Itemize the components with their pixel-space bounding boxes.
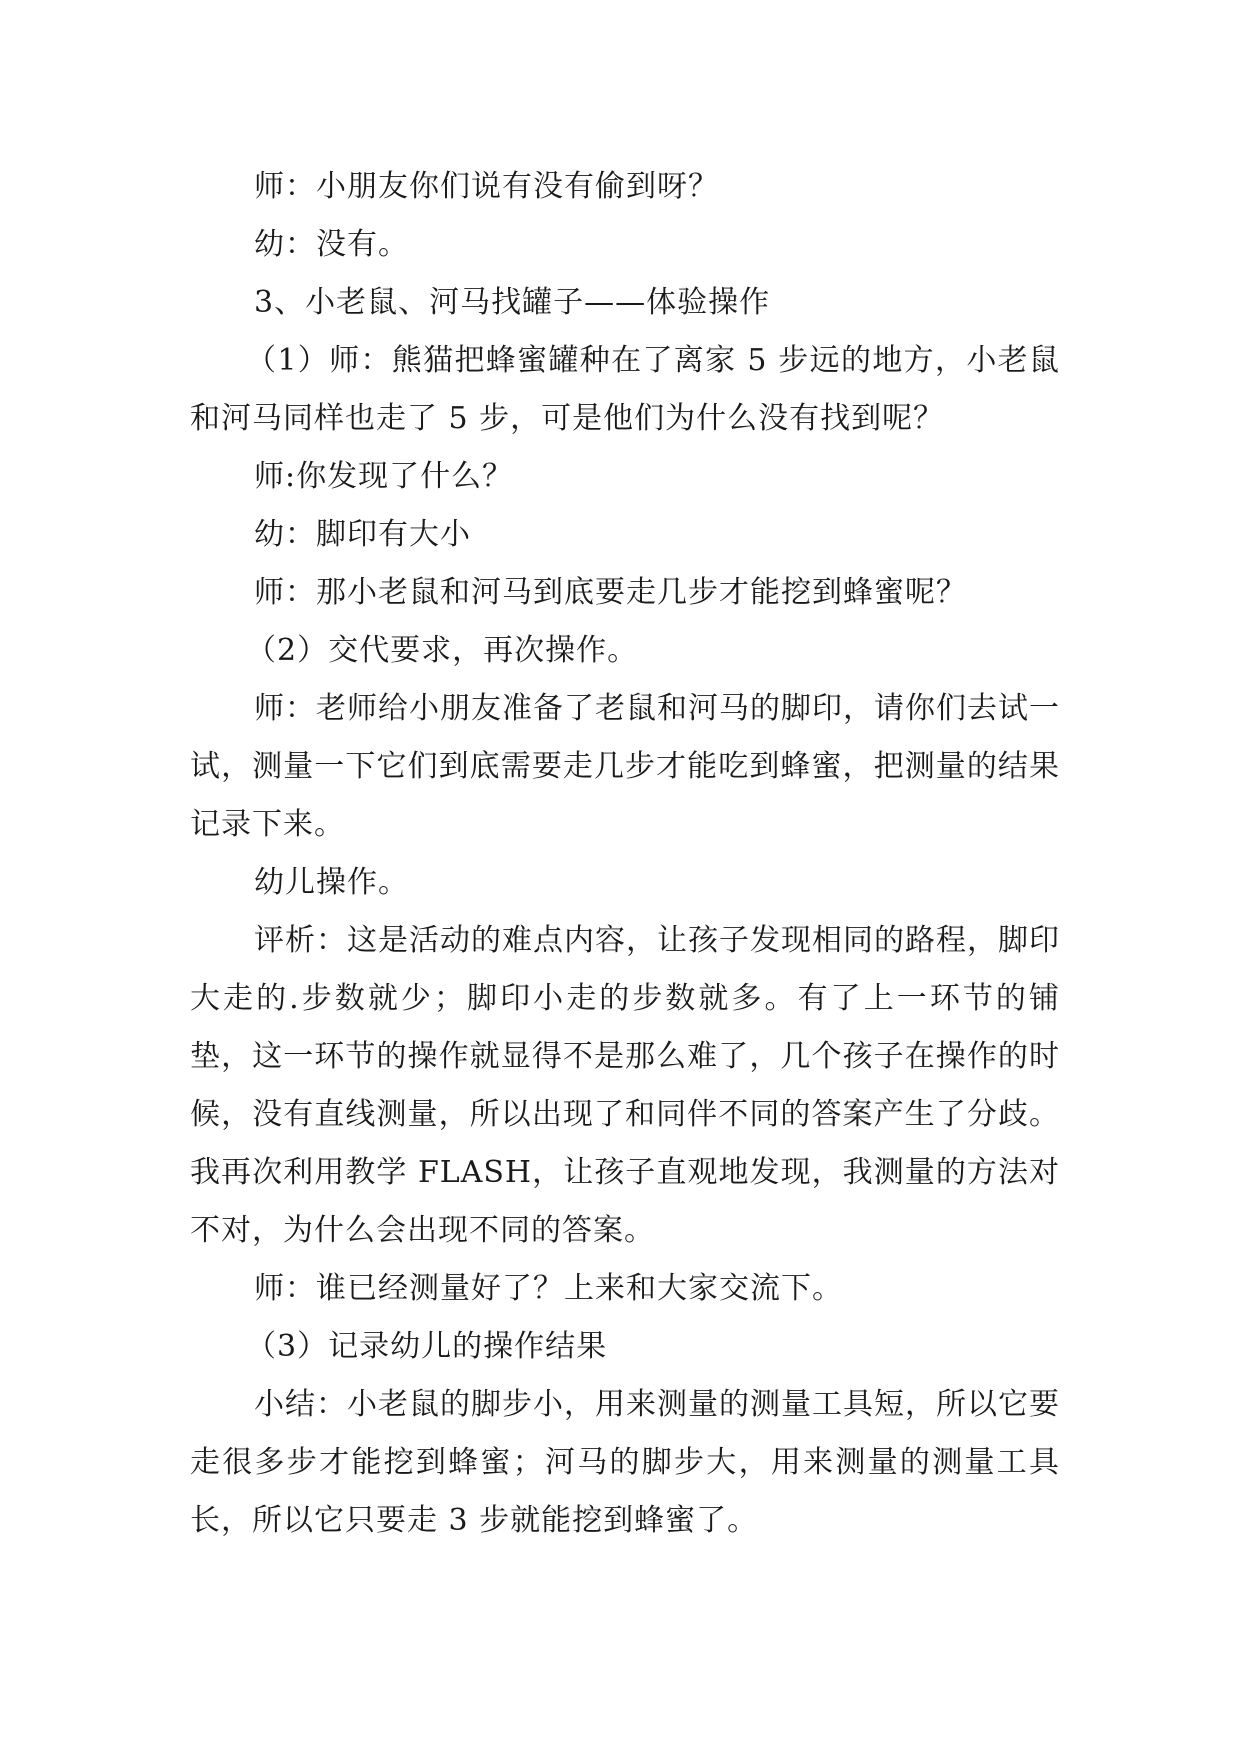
paragraph-step-1: （1）师：熊猫把蜂蜜罐种在了离家 5 步远的地方，小老鼠和河马同样也走了 5 步，可是他们为什么没有找到呢？ <box>190 343 1060 436</box>
document-body <box>190 158 1060 1550</box>
paragraph-child-footprint: 幼：脚印有大小 <box>254 517 471 552</box>
paragraph-child-operation: 幼儿操作。 <box>254 865 409 900</box>
paragraph-teacher-discover: 师:你发现了什么？ <box>254 459 514 494</box>
paragraph-step-2: （2）交代要求，再次操作。 <box>246 633 639 668</box>
paragraph-analysis: 评析：这是活动的难点内容，让孩子发现相同的路程，脚印大走的.步数就少；脚印小走的步数就多。有了上一环节的铺垫，这一环节的操作就显得不是那么难了，几个孩子在操作的时候，没有直线测量，所以出现了和同伴不同的答案产生了分歧。我再次利用教学 FLASH，让孩子直观地发现，我测量的方法对不对，为什么会出现不同的答案。 <box>190 923 1060 1248</box>
paragraph-teacher-how-many: 师：那小老鼠和河马到底要走几步才能挖到蜂蜜呢？ <box>254 575 967 610</box>
paragraph-step-3: （3）记录幼儿的操作结果 <box>246 1329 608 1364</box>
paragraph-teacher-share: 师：谁已经测量好了？上来和大家交流下。 <box>254 1271 843 1306</box>
paragraph-teacher-instructions: 师：老师给小朋友准备了老鼠和河马的脚印，请你们去试一试，测量一下它们到底需要走几步才能吃到蜂蜜，把测量的结果记录下来。 <box>190 691 1060 842</box>
paragraph-teacher-question: 师：小朋友你们说有没有偷到呀？ <box>254 169 719 204</box>
paragraph-summary: 小结：小老鼠的脚步小，用来测量的测量工具短，所以它要走很多步才能挖到蜂蜜；河马的脚步大，用来测量的测量工具长，所以它只要走 3 步就能挖到蜂蜜了。 <box>190 1387 1060 1538</box>
paragraph-child-answer: 幼：没有。 <box>254 227 409 262</box>
section-heading-3: 3、小老鼠、河马找罐子——体验操作 <box>254 285 771 320</box>
